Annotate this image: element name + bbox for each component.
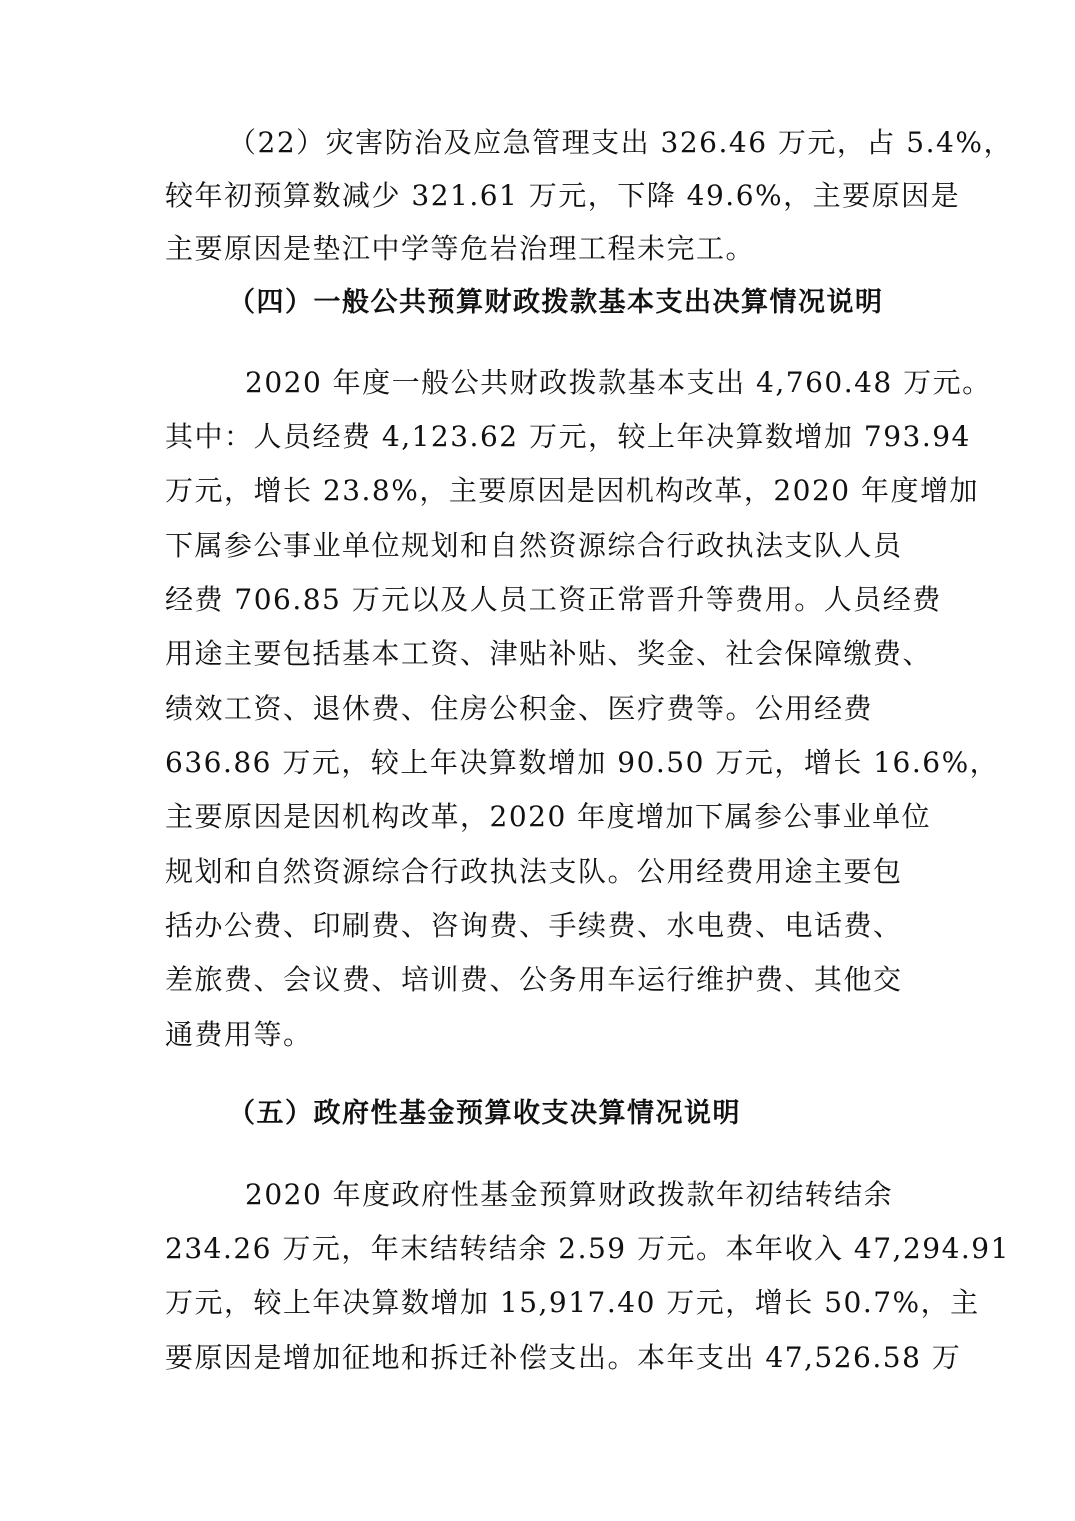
paragraph-line: 下属参公事业单位规划和自然资源综合行政执法支队人员 <box>165 529 903 562</box>
paragraph-line: 主要原因是垫江中学等危岩治理工程未完工。 <box>165 232 756 265</box>
paragraph-line: （22）灾害防治及应急管理支出 326.46 万元，占 5.4%， <box>228 126 1013 159</box>
paragraph-line: 万元，较上年决算数增加 15,917.40 万元，增长 50.7%，主 <box>165 1286 980 1319</box>
paragraph-line: 用途主要包括基本工资、津贴补贴、奖金、社会保障缴费、 <box>165 637 933 670</box>
paragraph-line: 规划和自然资源综合行政执法支队。公用经费用途主要包 <box>165 855 903 888</box>
paragraph-line: 经费 706.85 万元以及人员工资正常晋升等费用。人员经费 <box>165 583 942 616</box>
paragraph-line: 要原因是增加征地和拆迁补偿支出。本年支出 47,526.58 万 <box>165 1341 962 1374</box>
paragraph-line: 2020 年度一般公共财政拨款基本支出 4,760.48 万元。 <box>245 366 992 399</box>
paragraph-line: 万元，增长 23.8%，主要原因是因机构改革，2020 年度增加 <box>165 474 980 507</box>
paragraph-line: 通费用等。 <box>165 1018 313 1051</box>
paragraph-line: 其中：人员经费 4,123.62 万元，较上年决算数增加 793.94 <box>165 420 971 453</box>
section-heading-5: （五）政府性基金预算收支决算情况说明 <box>228 1098 741 1129</box>
section-heading-4: （四）一般公共预算财政拨款基本支出决算情况说明 <box>228 287 884 318</box>
paragraph-line: 较年初预算数减少 321.61 万元，下降 49.6%，主要原因是 <box>165 179 961 212</box>
paragraph-line: 234.26 万元，年末结转结余 2.59 万元。本年收入 47,294.91 <box>165 1232 1010 1265</box>
paragraph-line: 主要原因是因机构改革，2020 年度增加下属参公事业单位 <box>165 800 932 833</box>
paragraph-line: 2020 年度政府性基金预算财政拨款年初结转结余 <box>245 1178 894 1211</box>
paragraph-line: 绩效工资、退休费、住房公积金、医疗费等。公用经费 <box>165 692 874 725</box>
paragraph-line: 括办公费、印刷费、咨询费、手续费、水电费、电话费、 <box>165 909 903 942</box>
paragraph-line: 差旅费、会议费、培训费、公务用车运行维护费、其他交 <box>165 963 903 996</box>
paragraph-line: 636.86 万元，较上年决算数增加 90.50 万元，增长 16.6%， <box>165 746 1000 779</box>
